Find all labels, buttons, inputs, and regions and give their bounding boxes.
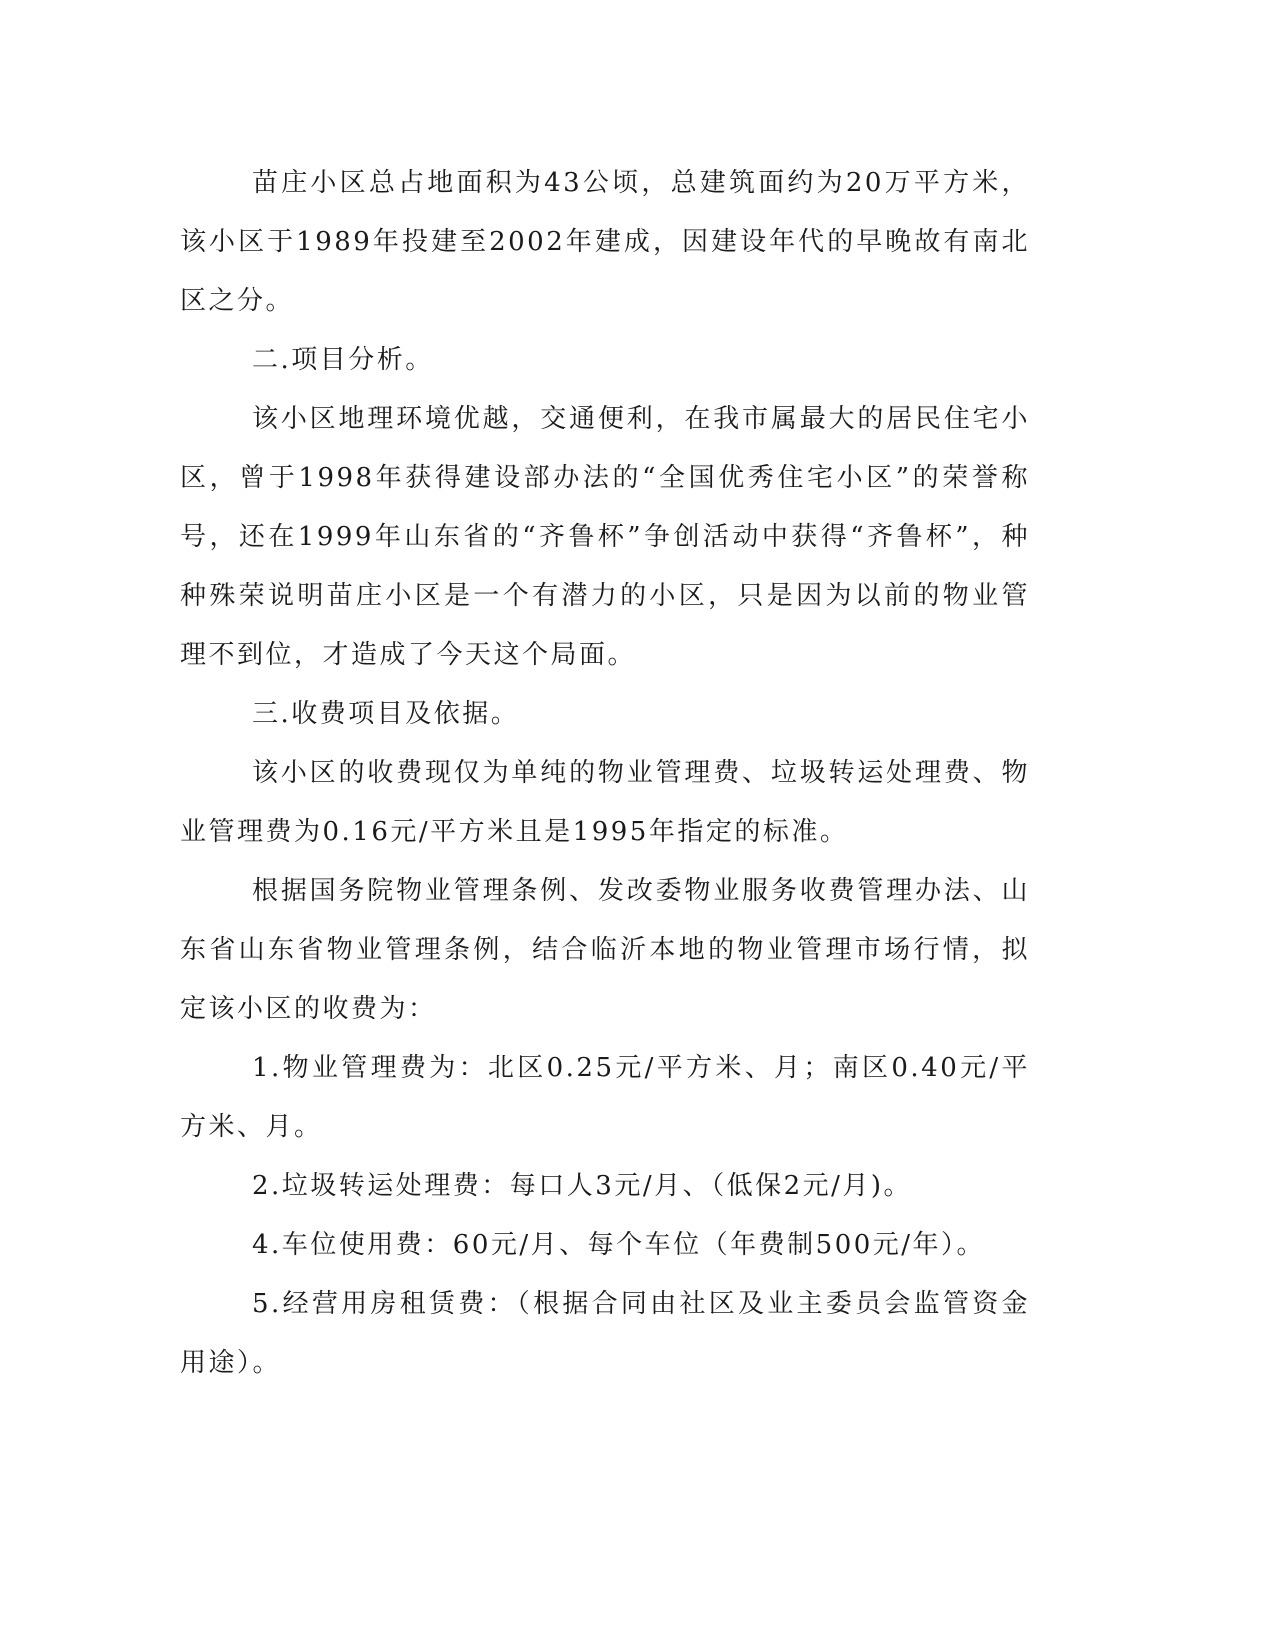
- list-item-property-fee: 1.物业管理费为：北区0.25元/平方米、月；南区0.40元/平方米、月。: [180, 1053, 1030, 1142]
- list-item-rental-fee: 5.经营用房租赁费：（根据合同由社区及业主委员会监管资金用途）。: [180, 1289, 1030, 1378]
- paragraph-fee-basis: 根据国务院物业管理条例、发改委物业服务收费管理办法、山东省山东省物业管理条例，结合临沂本地的物业管理市场行情，拟定该小区的收费为：: [180, 876, 1030, 1024]
- document-body: [180, 154, 1030, 1393]
- paragraph-project-analysis: 该小区地理环境优越，交通便利，在我市属最大的居民住宅小区，曾于1998年获得建设部办法的“全国优秀住宅小区”的荣誉称号，还在1999年山东省的“齐鲁杯”争创活动中获得“齐鲁杯”，种种殊荣说明苗庄小区是一个有潜力的小区，只是因为以前的物业管理不到位，才造成了今天这个局面。: [180, 404, 1030, 670]
- list-item-parking-fee: 4.车位使用费：60元/月、每个车位（年费制500元/年）。: [252, 1230, 986, 1260]
- list-item-garbage-fee: 2.垃圾转运处理费：每口人3元/月、（低保2元/月)。: [252, 1171, 913, 1201]
- section-heading-fee-items: 三.收费项目及依据。: [252, 699, 520, 729]
- paragraph-current-fees: 该小区的收费现仅为单纯的物业管理费、垃圾转运处理费、物业管理费为0.16元/平方米且是1995年指定的标准。: [180, 758, 1030, 847]
- paragraph-project-overview: 苗庄小区总占地面积为43公顷，总建筑面约为20万平方米，该小区于1989年投建至2002年建成，因建设年代的早晚故有南北区之分。: [180, 168, 1030, 316]
- section-heading-project-analysis: 二.项目分析。: [252, 345, 434, 375]
